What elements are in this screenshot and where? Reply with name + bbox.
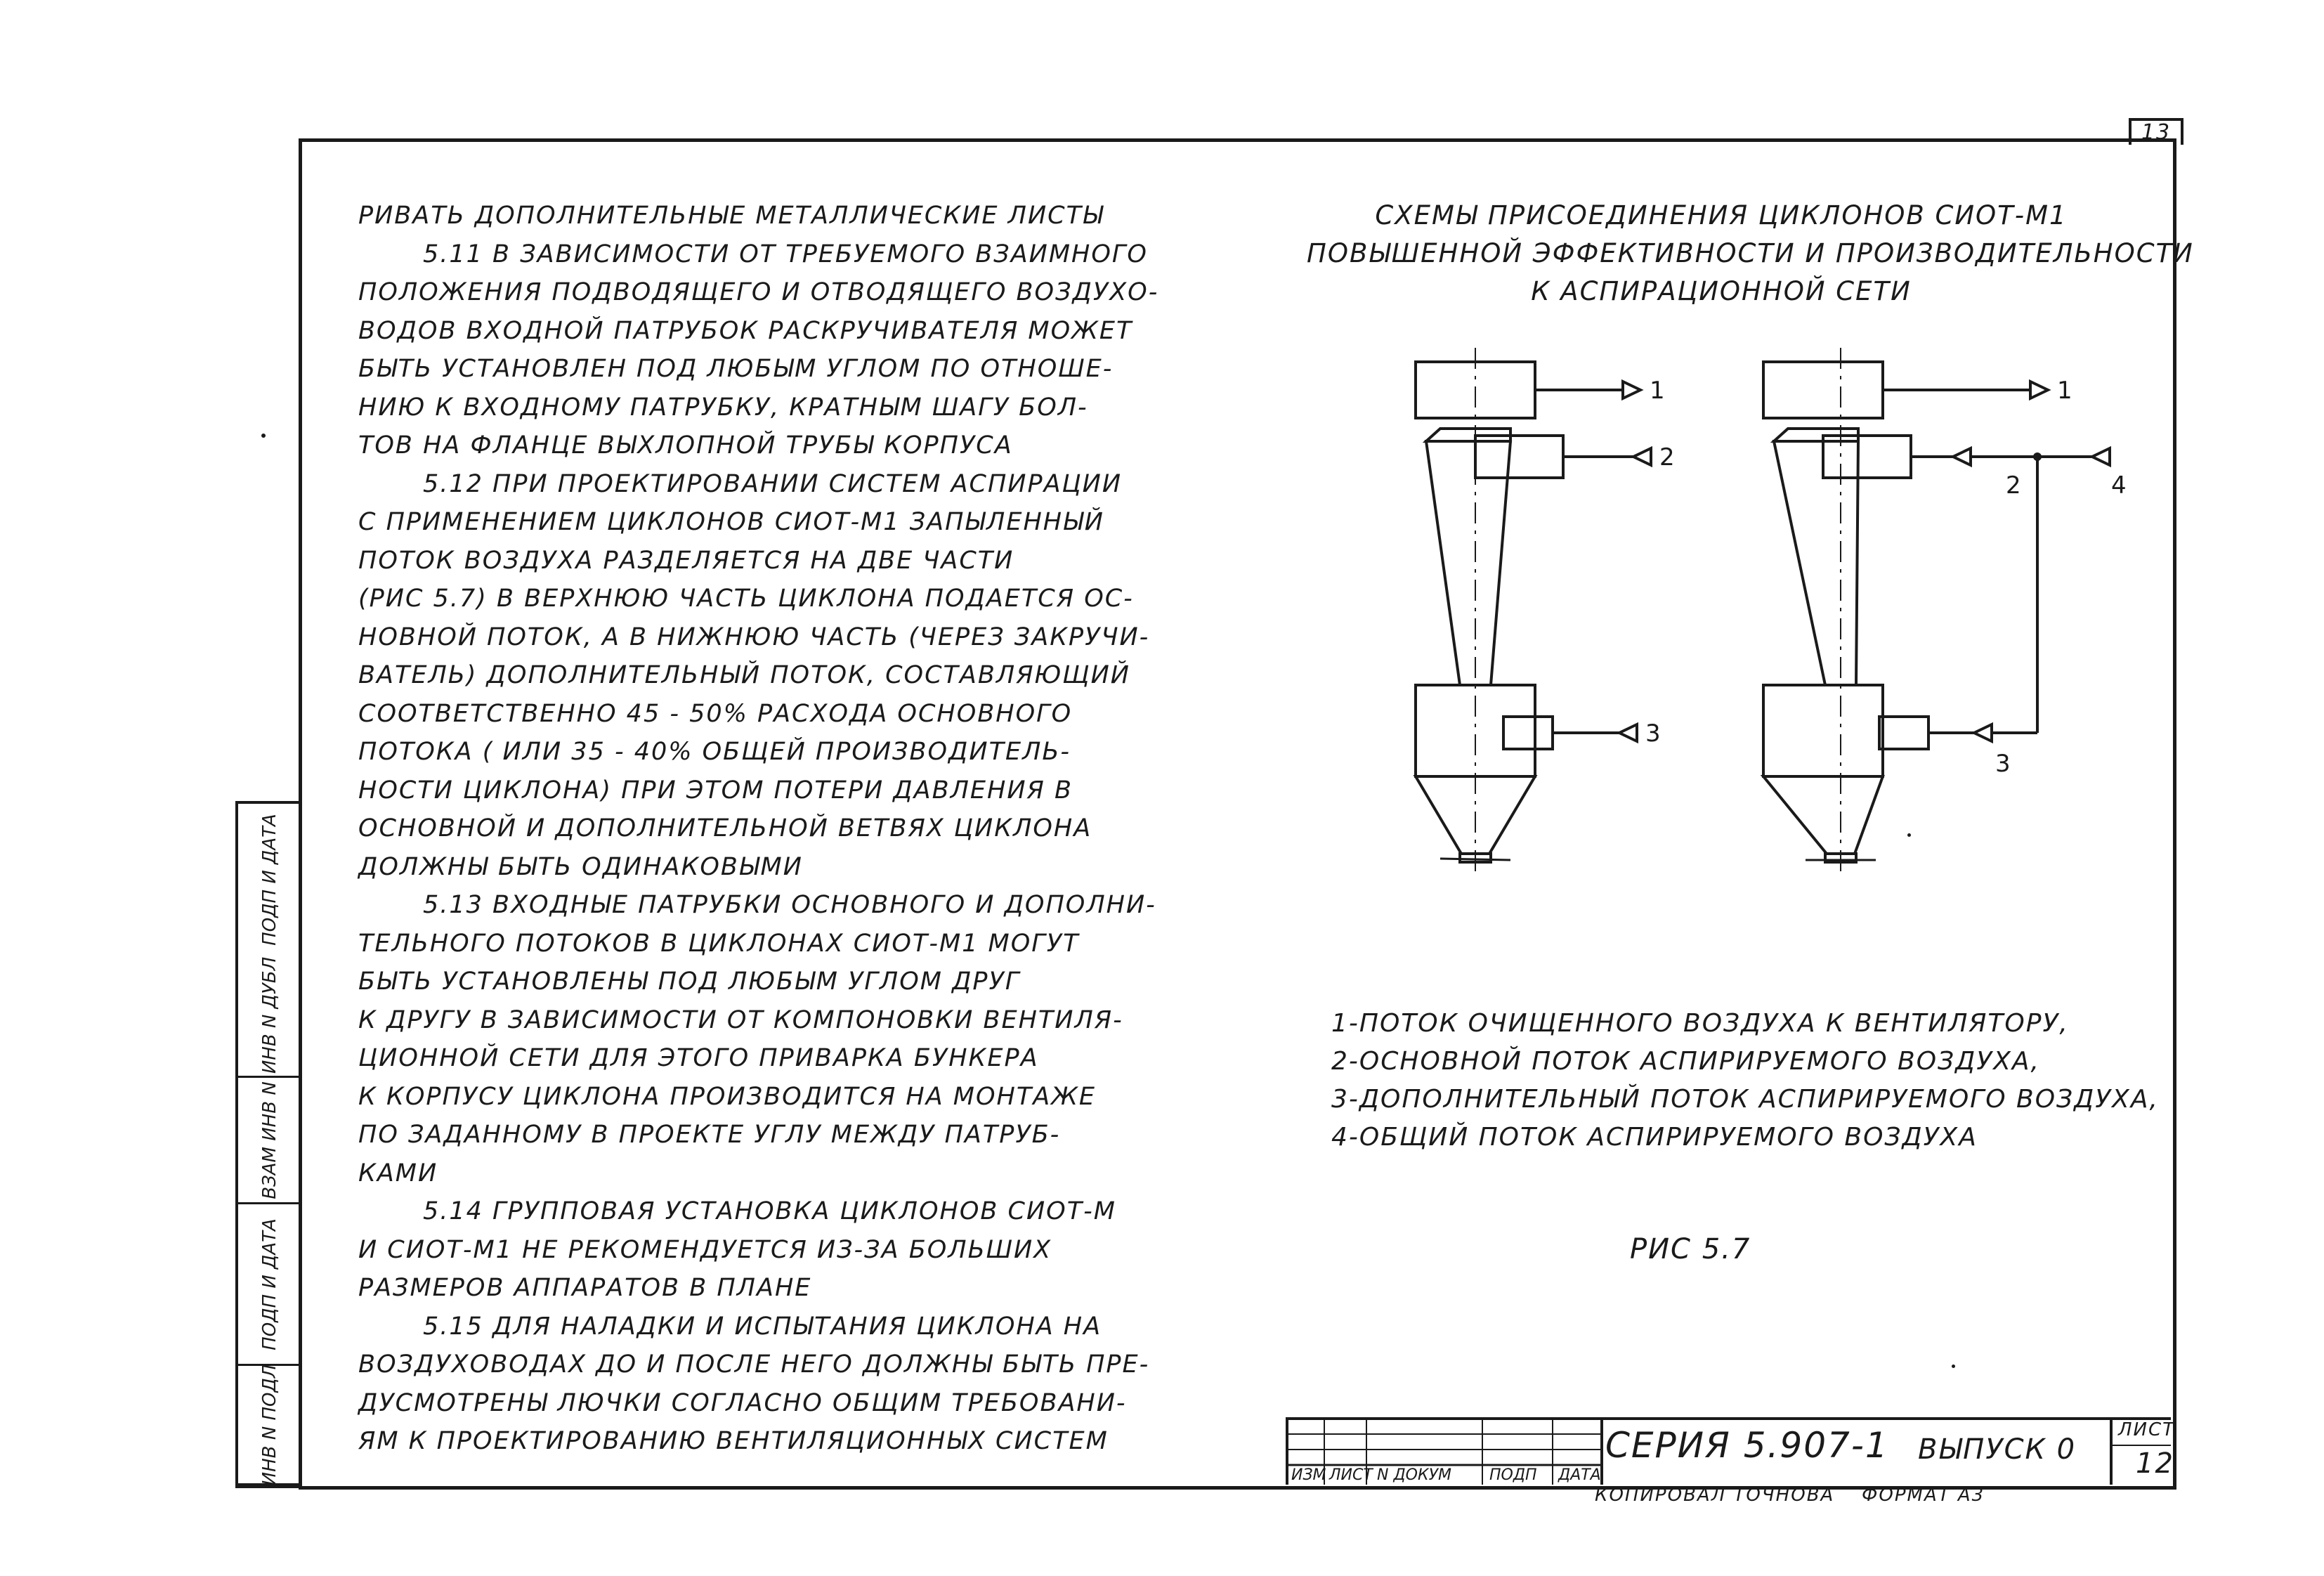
text-line: ПОТОК ВОЗДУХА РАЗДЕЛЯЕТСЯ НА ДВЕ ЧАСТИ [358, 546, 1014, 575]
arrow-in-2 [1633, 448, 1651, 465]
text-line: РИВАТЬ ДОПОЛНИТЕЛЬНЫЕ МЕТАЛЛИЧЕСКИЕ ЛИСТЫ [358, 202, 1104, 230]
text-line: ДОЛЖНЫ БЫТЬ ОДИНАКОВЫМИ [358, 852, 803, 881]
cyclone-schemes-figure [1335, 330, 2143, 878]
issue-number: ВЫПУСК 0 [1918, 1433, 2077, 1466]
label-4: 4 [2111, 471, 2127, 500]
stamp-cell [238, 1366, 301, 1485]
corner-sheet-number: 13 [2141, 120, 2172, 145]
rev-label: ДАТА [1558, 1466, 1601, 1484]
copied-by: КОПИРОВАЛ ТОЧНОВА [1595, 1485, 1835, 1506]
stamp-label: ПОДП И ДАТА [259, 1218, 280, 1350]
sheet-label: ЛИСТ [2118, 1419, 2176, 1440]
arrow-in-3 [1619, 724, 1637, 741]
text-line: ПО ЗАДАННОМУ В ПРОЕКТЕ УГЛУ МЕЖДУ ПАТРУБ- [358, 1121, 1061, 1149]
text-line: ЯМ К ПРОЕКТИРОВАНИЮ ВЕНТИЛЯЦИОННЫХ СИСТЕМ [358, 1427, 1109, 1455]
legend-item: 4-ОБЩИЙ ПОТОК АСПИРИРУЕМОГО ВОЗДУХА [1331, 1123, 1978, 1152]
label-2: 2 [2006, 471, 2021, 500]
cyclone-right [1763, 348, 2127, 871]
stamp-cell [238, 1078, 301, 1204]
text-line: ТОВ НА ФЛАНЦЕ ВЫХЛОПНОЙ ТРУБЫ КОРПУСА [358, 431, 1013, 460]
text-line: ПОТОКА ( ИЛИ 35 - 40% ОБЩЕЙ ПРОИЗВОДИТЕЛЬ- [358, 738, 1071, 766]
paper-format: ФОРМАТ А3 [1862, 1485, 1985, 1506]
arrow-out-1 [1623, 382, 1640, 398]
arrow-in-4 [2092, 448, 2110, 465]
figure-title [1307, 197, 2194, 311]
rev-label: ИЗМ [1291, 1466, 1326, 1484]
label-1: 1 [2057, 377, 2072, 405]
bunker-cone [1763, 776, 1883, 854]
label-3: 3 [1995, 750, 2011, 778]
text-line: СООТВЕТСТВЕННО 45 - 50% РАСХОДА ОСНОВНОГО [358, 699, 1073, 728]
stamp-cell [238, 955, 301, 1078]
text-line: КАМИ [358, 1159, 438, 1187]
text-line: ВОЗДУХОВОДАХ ДО И ПОСЛЕ НЕГО ДОЛЖНЫ БЫТЬ ПРЕ- [358, 1350, 1150, 1379]
arrow-out-1 [2030, 382, 2048, 398]
legend-item: 2-ОСНОВНОЙ ПОТОК АСПИРИРУЕМОГО ВОЗДУХА, [1331, 1047, 2040, 1076]
text-line: 5.12 ПРИ ПРОЕКТИРОВАНИИ СИСТЕМ АСПИРАЦИИ [423, 469, 1123, 498]
text-line: 5.14 ГРУППОВАЯ УСТАНОВКА ЦИКЛОНОВ СИОТ-М [423, 1197, 1116, 1225]
figure-legend [1331, 1005, 2159, 1157]
additional-inlet [1503, 717, 1553, 749]
text-line: С ПРИМЕНЕНИЕМ ЦИКЛОНОВ СИОТ-М1 ЗАПЫЛЕННЫЙ [358, 508, 1104, 536]
text-line: НОСТИ ЦИКЛОНА) ПРИ ЭТОМ ПОТЕРИ ДАВЛЕНИЯ В [358, 776, 1073, 805]
text-line: НИЮ К ВХОДНОМУ ПАТРУБКУ, КРАТНЫМ ШАГУ БОЛ- [358, 393, 1088, 422]
text-line: ТЕЛЬНОГО ПОТОКОВ В ЦИКЛОНАХ СИОТ-М1 МОГУТ [358, 929, 1080, 958]
text-line: БЫТЬ УСТАНОВЛЕНЫ ПОД ЛЮБЫМ УГЛОМ ДРУГ [358, 968, 1021, 996]
discharge-gate [1440, 859, 1510, 860]
label-2: 2 [1659, 443, 1675, 471]
text-line: И СИОТ-М1 НЕ РЕКОМЕНДУЕТСЯ ИЗ-ЗА БОЛЬШИХ [358, 1235, 1052, 1264]
text-line: 5.15 ДЛЯ НАЛАДКИ И ИСПЫТАНИЯ ЦИКЛОНА НА [423, 1312, 1102, 1341]
text-line: ДУСМОТРЕНЫ ЛЮЧКИ СОГЛАСНО ОБЩИМ ТРЕБОВАНИ- [358, 1388, 1127, 1417]
stamp-cell [238, 804, 301, 955]
text-line: РАЗМЕРОВ АППАРАТОВ В ПЛАНЕ [358, 1274, 812, 1302]
text-line: ПОЛОЖЕНИЯ ПОДВОДЯЩЕГО И ОТВОДЯЩЕГО ВОЗДУХО- [358, 278, 1159, 306]
cyclone-left [1416, 348, 1675, 871]
scan-speck [1907, 833, 1911, 837]
text-line: ЦИОННОЙ СЕТИ ДЛЯ ЭТОГО ПРИВАРКА БУНКЕРА [358, 1044, 1039, 1072]
label-3: 3 [1645, 719, 1661, 748]
body-text [358, 197, 1258, 1461]
text-line: 5.11 В ЗАВИСИМОСТИ ОТ ТРЕБУЕМОГО ВЗАИМНОГО [423, 240, 1148, 268]
text-line: ОСНОВНОЙ И ДОПОЛНИТЕЛЬНОЙ ВЕТВЯХ ЦИКЛОНА [358, 814, 1092, 842]
arrow-in-3 [1974, 724, 1992, 741]
figure-caption: РИС 5.7 [1630, 1233, 1751, 1265]
scan-speck [261, 434, 266, 438]
stamp-label: ВЗАМ ИНВ N [259, 1081, 280, 1199]
text-line: ВОДОВ ВХОДНОЙ ПАТРУБОК РАСКРУЧИВАТЕЛЯ МОЖЕТ [358, 316, 1133, 345]
text-line: НОВНОЙ ПОТОК, А В НИЖНЮЮ ЧАСТЬ (ЧЕРЕЗ ЗАКРУЧИ- [358, 623, 1150, 651]
text-line: (РИС 5.7) В ВЕРХНЮЮ ЧАСТЬ ЦИКЛОНА ПОДАЕТСЯ ОС- [358, 585, 1134, 613]
figure-title-line: СХЕМЫ ПРИСОЕДИНЕНИЯ ЦИКЛОНОВ СИОТ-М1 [1375, 200, 2068, 230]
scan-speck [1952, 1365, 1955, 1368]
legend-item: 3-ДОПОЛНИТЕЛЬНЫЙ ПОТОК АСПИРИРУЕМОГО ВОЗДУХА, [1331, 1085, 2159, 1114]
series-designation: СЕРИЯ 5.907-1 [1605, 1425, 1889, 1466]
bunker-upper [1763, 685, 1883, 776]
side-stamp [235, 801, 301, 1488]
text-line: БЫТЬ УСТАНОВЛЕН ПОД ЛЮБЫМ УГЛОМ ПО ОТНОШЕ- [358, 355, 1114, 383]
stamp-label: ИНВ N ДУБЛ [259, 956, 280, 1074]
figure-title-line: К АСПИРАЦИОННОЙ СЕТИ [1531, 276, 1912, 306]
arrow-in-2 [1953, 448, 1971, 465]
text-line: К ДРУГУ В ЗАВИСИМОСТИ ОТ КОМПОНОВКИ ВЕНТИЛЯ- [358, 1005, 1123, 1034]
additional-inlet [1879, 717, 1928, 749]
rev-label: ПОДП [1489, 1466, 1537, 1484]
stamp-cell [238, 1204, 301, 1366]
text-line: 5.13 ВХОДНЫЕ ПАТРУБКИ ОСНОВНОГО И ДОПОЛНИ- [423, 891, 1156, 919]
text-line: ВАТЕЛЬ) ДОПОЛНИТЕЛЬНЫЙ ПОТОК, СОСТАВЛЯЮЩИЙ [358, 661, 1130, 689]
legend-item: 1-ПОТОК ОЧИЩЕННОГО ВОЗДУХА К ВЕНТИЛЯТОРУ, [1331, 1009, 2069, 1038]
stamp-label: ПОДП И ДАТА [259, 813, 280, 946]
stamp-label: ИНВ N ПОДЛ [259, 1364, 280, 1485]
label-1: 1 [1650, 377, 1665, 405]
rev-label: N ДОКУМ [1377, 1466, 1451, 1484]
text-line: К КОРПУСУ ЦИКЛОНА ПРОИЗВОДИТСЯ НА МОНТАЖЕ [358, 1082, 1097, 1111]
outlet-box [1763, 362, 1883, 418]
rev-label: ЛИСТ [1329, 1466, 1373, 1484]
figure-title-line: ПОВЫШЕННОЙ ЭФФЕКТИВНОСТИ И ПРОИЗВОДИТЕЛЬНОСТИ [1307, 238, 2194, 268]
sheet-number: 12 [2136, 1447, 2174, 1480]
